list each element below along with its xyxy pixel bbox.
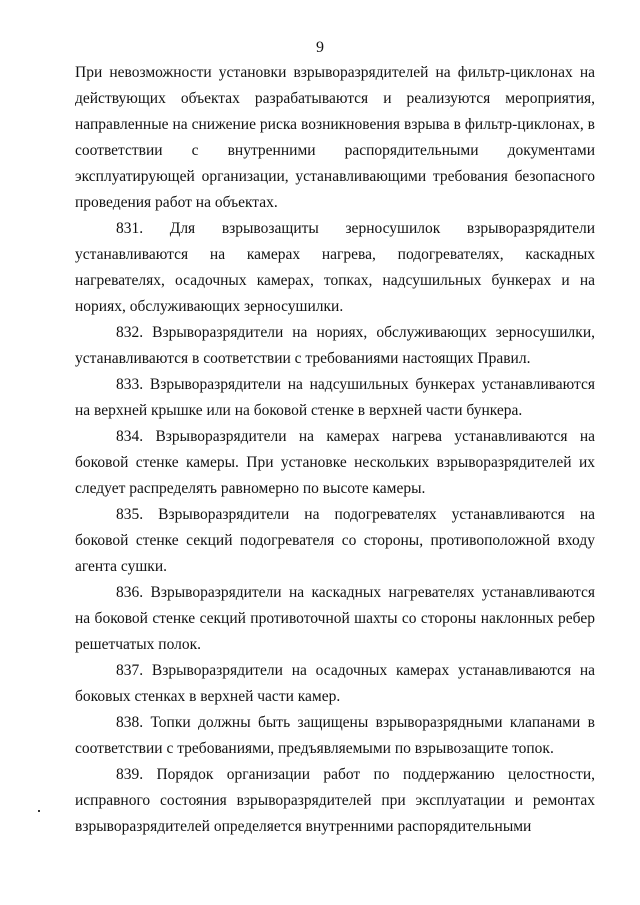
document-body [75,60,595,840]
paragraph-839: 839. Порядок организации работ по поддержанию целостности, исправного состояния взрыворазрядителей при эксплуатации и ремонтах взрыворазрядителей определяется внутренними распорядительными [75,766,595,835]
scan-speck [38,810,40,812]
page-number: 9 [316,39,324,56]
paragraph-838: 838. Топки должны быть защищены взрыворазрядными клапанами в соответствии с требованиями, предъявляемыми по взрывозащите топок. [75,714,595,757]
paragraph-continuation: При невозможности установки взрыворазрядителей на фильтр-циклонах на действующих объектах разрабатываются и реализуются мероприятия, направленные на снижение риска возникновения взрыва в фильтр-циклонах, в соответствии с внутренними распорядительными документами эксплуатирующей организации, устанавливающими требования безопасного проведения работ на объектах. [75,64,595,211]
paragraph-832: 832. Взрыворазрядители на нориях, обслуживающих зерносушилки, устанавливаются в соответствии с требованиями настоящих Правил. [75,324,595,367]
paragraph-831: 831. Для взрывозащиты зерносушилок взрыворазрядители устанавливаются на камерах нагрева, подогревателях, каскадных нагревателях, осадочных камерах, топках, надсушильных бункерах и на нориях, обслуживающих зерносушилки. [75,220,595,315]
paragraph-835: 835. Взрыворазрядители на подогревателях устанавливаются на боковой стенке секций подогревателя со стороны, противоположной входу агента сушки. [75,506,595,575]
paragraph-833: 833. Взрыворазрядители на надсушильных бункерах устанавливаются на верхней крышке или на боковой стенке в верхней части бункера. [75,376,595,419]
paragraph-837: 837. Взрыворазрядители на осадочных камерах устанавливаются на боковых стенках в верхней части камер. [75,662,595,705]
paragraph-836: 836. Взрыворазрядители на каскадных нагревателях устанавливаются на боковой стенке секций противоточной шахты со стороны наклонных ребер решетчатых полок. [75,584,595,653]
paragraph-834: 834. Взрыворазрядители на камерах нагрева устанавливаются на боковой стенке камеры. При установке нескольких взрыворазрядителей их следует распределять равномерно по высоте камеры. [75,428,595,497]
